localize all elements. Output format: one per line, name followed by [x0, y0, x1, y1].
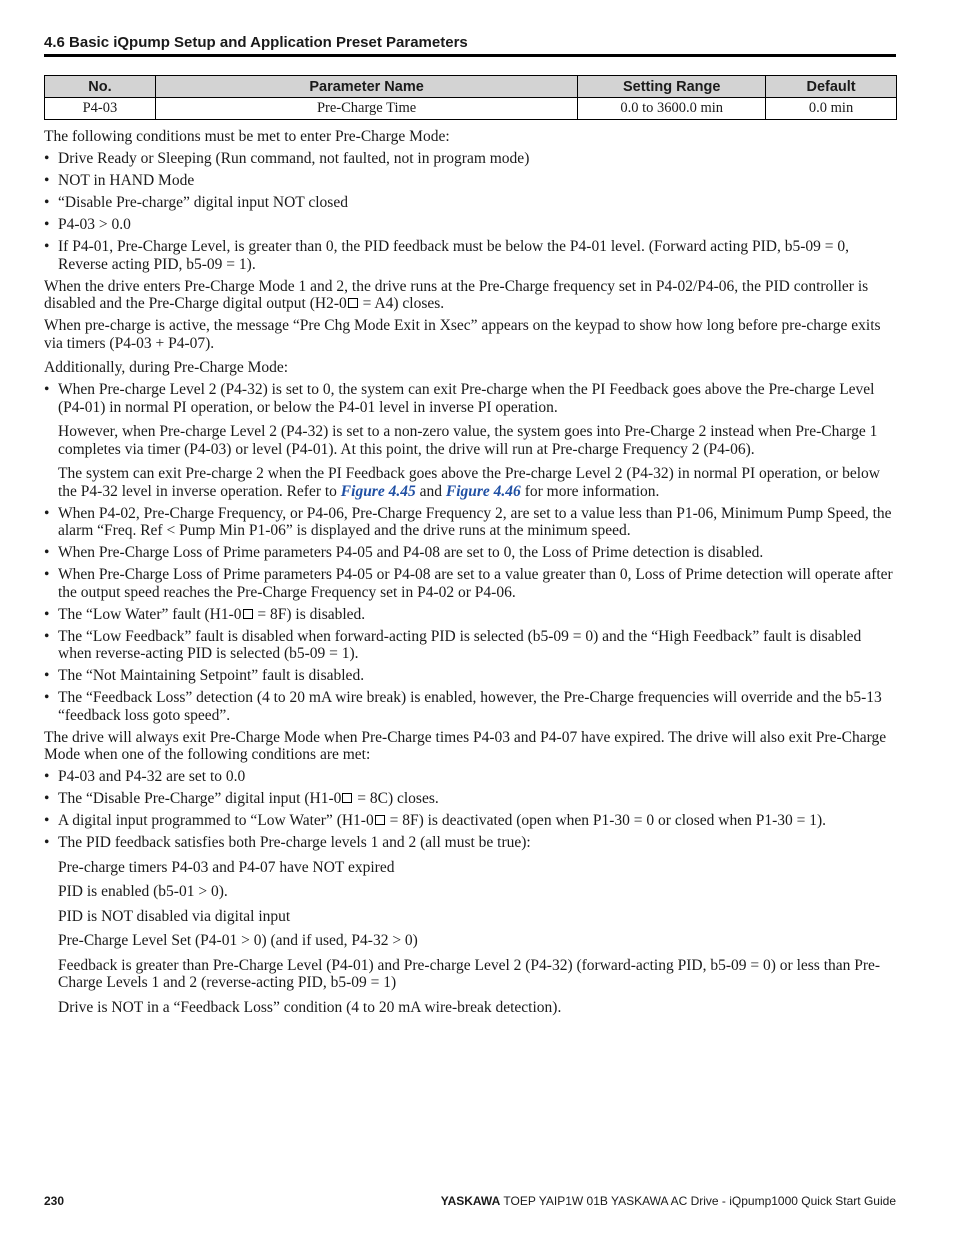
sub-condition: PID is NOT disabled via digital input: [58, 907, 291, 925]
list-item: • The “Feedback Loss” detection (4 to 20 mA wire break) is enabled, however, the Pre-Charge frequencies will override and the b5-13 “feedback loss goto speed”.: [44, 689, 897, 724]
paragraph-additionally: Additionally, during Pre-Charge Mode:: [44, 359, 289, 376]
list-item: • A digital input programmed to “Low Water” (H1-0 = 8F) is deactivated (open when P1-30 = 0 or closed when P1-30 = 1).: [44, 812, 897, 830]
intro-paragraph: The following conditions must be met to enter Pre-Charge Mode:: [44, 128, 450, 145]
paragraph-exit: The drive will always exit Pre-Charge Mode when Pre-Charge times P4-03 and P4-07 have expired. The drive will also exit Pre-Charge Mode when one of the following conditions are met:: [44, 728, 887, 763]
list-item: • When Pre-Charge Loss of Prime parameters P4-05 or P4-08 are set to a value greater than 0, Loss of Prime detection will operate after the output speed reaches the Pre-Charge Frequency set in P4-02 or P4-06.: [44, 566, 897, 601]
list-item: • NOT in HAND Mode: [44, 172, 897, 190]
parameter-table: [44, 75, 897, 120]
sub-condition: PID is enabled (b5-01 > 0).: [58, 883, 228, 900]
figure-4-46-link[interactable]: Figure 4.46: [445, 482, 521, 500]
list-item: • The “Low Feedback” fault is disabled when forward-acting PID is selected (b5-09 = 0) and the “High Feedback” fault is disabled when reverse-acting PID is selected (b5-09 = 1).: [44, 628, 897, 663]
page-number: 230: [44, 1194, 65, 1208]
col-header-default: Default: [766, 76, 897, 98]
list-item: • P4-03 and P4-32 are set to 0.0: [44, 768, 897, 786]
list-item: • The “Low Water” fault (H1-0 = 8F) is disabled.: [44, 606, 897, 624]
indented-paragraph: The system can exit Pre-charge 2 when the PI Feedback goes above the Pre-charge Level 2 (P4-32) in normal PI operation, or below the P4-32 level in inverse operation. Refer to Figure 4.45 and Figure 4.46 for more information.: [58, 465, 880, 500]
indented-paragraph: However, when Pre-charge Level 2 (P4-32) is set to a non-zero value, the system goes into Pre-Charge 2 instead when Pre-Charge 1 completes via timer (P4-03) or level (P4-01). At this point, the drive will run at Pre-charge Frequency 2 (P4-06).: [58, 423, 878, 458]
list-item: • The “Not Maintaining Setpoint” fault is disabled.: [44, 667, 897, 685]
cell-setting-range: 0.0 to 3600.0 min: [578, 98, 766, 120]
square-placeholder-icon: [342, 793, 352, 803]
list-item: • Drive Ready or Sleeping (Run command, not faulted, not in program mode): [44, 150, 897, 168]
cell-no: P4-03: [45, 98, 156, 120]
section-title: 4.6 Basic iQpump Setup and Application Preset Parameters: [44, 34, 468, 51]
table-header-row: [45, 76, 897, 98]
list-item: • P4-03 > 0.0: [44, 216, 897, 234]
footer-doc-title: YASKAWA TOEP YAIP1W 01B YASKAWA AC Drive - iQpump1000 Quick Start Guide: [440, 1194, 896, 1208]
cell-default: 0.0 min: [766, 98, 897, 120]
list-item: • When P4-02, Pre-Charge Frequency, or P4-06, Pre-Charge Frequency 2, are set to a value less than P1-06, Minimum Pump Speed, the alarm “Freq. Ref < Pump Min P1-06” is displayed and the drive runs at the minimum speed.: [44, 505, 897, 540]
col-header-setting-range: Setting Range: [578, 76, 766, 98]
list-item: • When Pre-charge Level 2 (P4-32) is set to 0, the system can exit Pre-charge when the PI Feedback goes above the Pre-charge Level (P4-01) in normal PI operation, or below the P4-01 level in inverse PI operation.: [44, 381, 897, 416]
list-item: • The “Disable Pre-Charge” digital input (H1-0 = 8C) closes.: [44, 790, 897, 808]
figure-4-45-link[interactable]: Figure 4.45: [340, 482, 416, 500]
col-header-no: No.: [45, 76, 156, 98]
square-placeholder-icon: [348, 298, 358, 308]
sub-condition: Feedback is greater than Pre-Charge Level (P4-01) and Pre-charge Level 2 (P4-32) (forward-acting PID, b5-09 = 0) or less than Pre-Charge Levels 1 and 2 (reverse-acting PID, b5-09 = 1): [58, 956, 881, 991]
list-item: • When Pre-Charge Loss of Prime parameters P4-05 and P4-08 are set to 0, the Loss of Prime detection is disabled.: [44, 544, 897, 562]
square-placeholder-icon: [243, 609, 253, 619]
list-item: • “Disable Pre-charge” digital input NOT closed: [44, 194, 897, 212]
paragraph-active: When pre-charge is active, the message “Pre Chg Mode Exit in Xsec” appears on the keypad to show how long before pre-charge exits via timers (P4-03 + P4-07).: [44, 317, 881, 352]
body-text: [44, 128, 897, 1023]
table-row: [45, 98, 897, 120]
col-header-parameter-name: Parameter Name: [155, 76, 577, 98]
sub-condition: Pre-Charge Level Set (P4-01 > 0) (and if used, P4-32 > 0): [58, 932, 418, 949]
sub-condition: Pre-charge timers P4-03 and P4-07 have NOT expired: [58, 858, 395, 876]
cell-parameter-name: Pre-Charge Time: [155, 98, 577, 120]
list-item: • If P4-01, Pre-Charge Level, is greater than 0, the PID feedback must be below the P4-01 level. (Forward acting PID, b5-09 = 0, Reverse acting PID, b5-09 = 1).: [44, 238, 897, 273]
header-rule: [44, 54, 896, 57]
sub-condition: Drive is NOT in a “Feedback Loss” condition (4 to 20 mA wire-break detection).: [58, 998, 562, 1016]
square-placeholder-icon: [375, 815, 385, 825]
list-item: • The PID feedback satisfies both Pre-charge levels 1 and 2 (all must be true):: [44, 834, 897, 852]
paragraph-enter: When the drive enters Pre-Charge Mode 1 and 2, the drive runs at the Pre-Charge frequency set in P4-02/P4-06, the PID controller is disabled and the Pre-Charge digital output (H2-0 = A4) closes.: [44, 277, 869, 312]
brand-name: YASKAWA: [440, 1194, 501, 1208]
